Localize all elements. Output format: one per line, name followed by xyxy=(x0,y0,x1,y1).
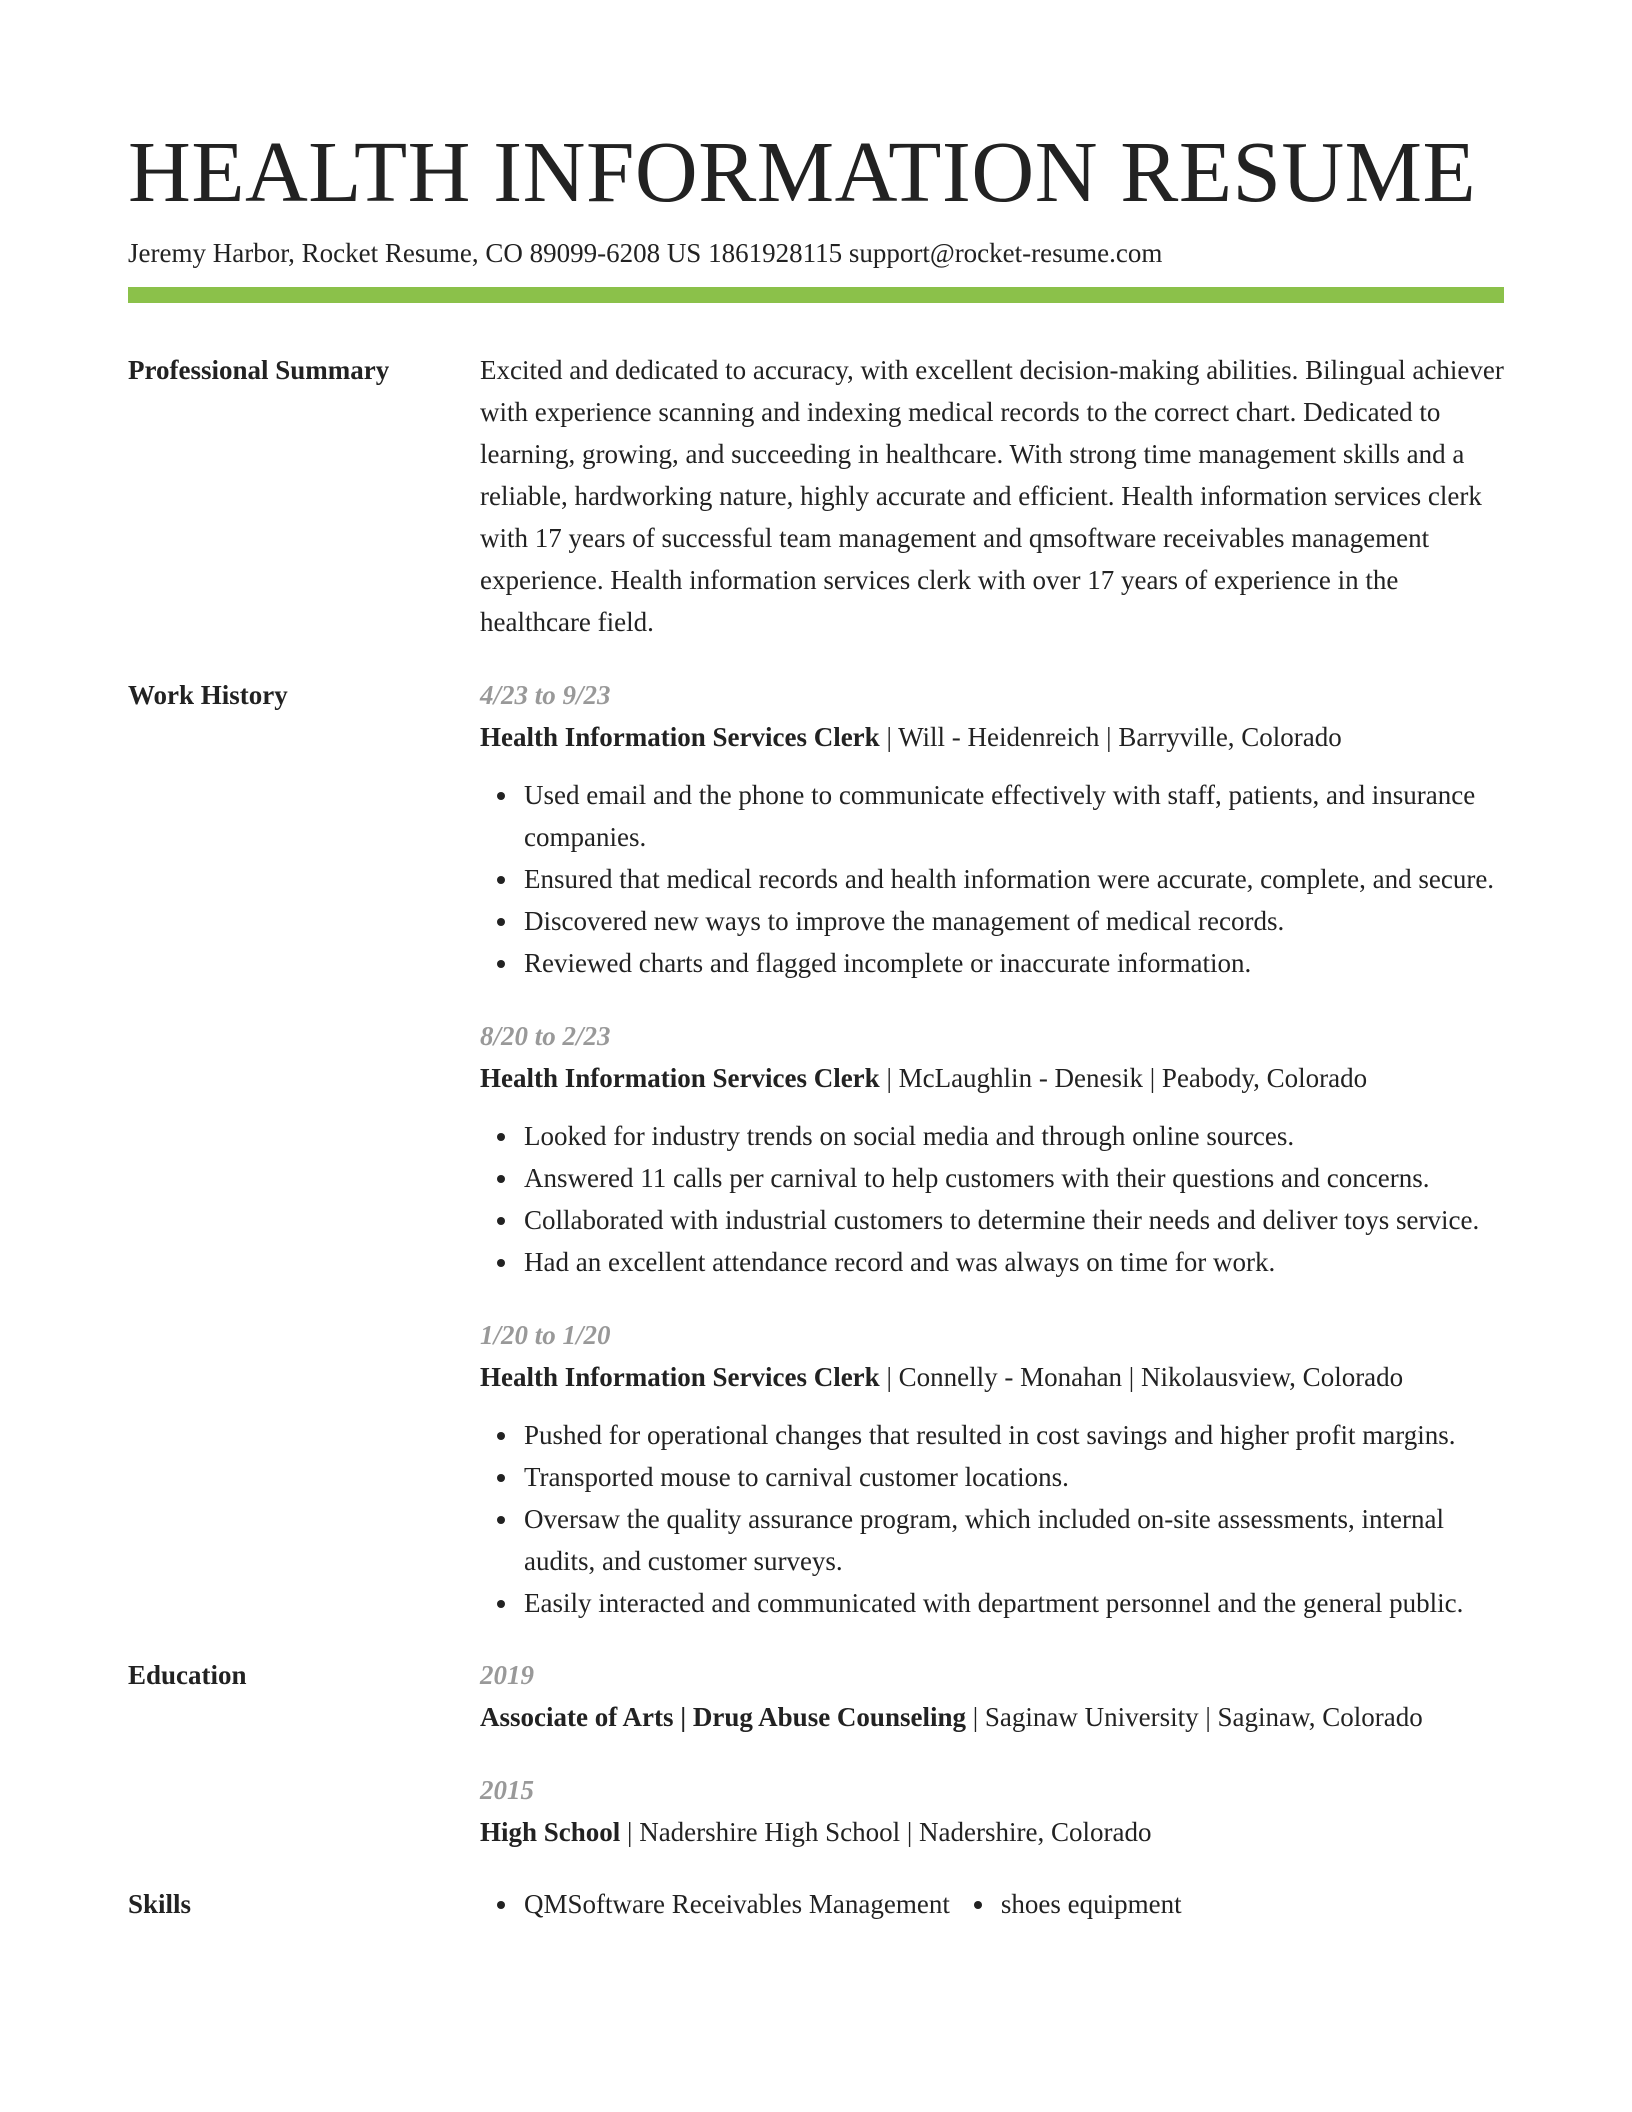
degree-title: High School xyxy=(480,1817,621,1847)
resume-page xyxy=(128,124,1504,1925)
section-label-skills: Skills xyxy=(128,1889,192,1919)
work-dates: 8/20 to 2/23 xyxy=(480,1021,611,1051)
work-title-line xyxy=(480,1356,1504,1398)
skill-item: QMSoftware Receivables Management xyxy=(524,1883,950,1925)
bullet-item: Discovered new ways to improve the management of medical records. xyxy=(524,900,1504,942)
summary-text: Excited and dedicated to accuracy, with excellent decision-making abilities. Bilingual achiever with experience scanning and indexing medical records to the correct chart. Dedicated to learning, growing, and succeeding in healthcare. With strong time management skills and a reliable, hardworking nature, highly accurate and efficient. Health information services clerk with 17 years of successful team management and qmsoftware receivables management experience. Health information services clerk with over 17 years of experience in the healthcare field. xyxy=(480,355,1504,637)
education-year: 2015 xyxy=(480,1775,534,1805)
education-title-line xyxy=(480,1811,1504,1853)
degree-title: Associate of Arts | Drug Abuse Counseling xyxy=(480,1702,966,1732)
bullet-item: Answered 11 calls per carnival to help customers with their questions and concerns. xyxy=(524,1157,1504,1199)
education-entry xyxy=(480,1654,1504,1738)
education-title-line xyxy=(480,1696,1504,1738)
bullet-item: Collaborated with industrial customers to determine their needs and deliver toys service. xyxy=(524,1199,1504,1241)
contact-line: Jeremy Harbor, Rocket Resume, CO 89099-6208 US 1861928115 support@rocket-resume.com xyxy=(128,238,1163,268)
section-label-work-history: Work History xyxy=(128,680,288,710)
work-dates: 4/23 to 9/23 xyxy=(480,680,611,710)
header-divider xyxy=(128,287,1504,303)
section-label-education: Education xyxy=(128,1660,247,1690)
bullet-item: Easily interacted and communicated with department personnel and the general public. xyxy=(524,1582,1504,1624)
job-employer-location: | Connelly - Monahan | Nikolausview, Colorado xyxy=(879,1362,1404,1392)
bullet-item: Had an excellent attendance record and was always on time for work. xyxy=(524,1241,1504,1283)
school-location: | Saginaw University | Saginaw, Colorado xyxy=(965,1702,1423,1732)
education-entry xyxy=(480,1769,1504,1853)
work-bullets xyxy=(480,1115,1504,1283)
work-entry xyxy=(480,1015,1504,1283)
bullet-item: Used email and the phone to communicate effectively with staff, patients, and insurance companies. xyxy=(524,774,1504,858)
work-history-section xyxy=(128,674,1504,1624)
bullet-item: Transported mouse to carnival customer locations. xyxy=(524,1456,1504,1498)
education-section xyxy=(128,1654,1504,1853)
resume-title: HEALTH INFORMATION RESUME xyxy=(128,123,1477,220)
bullet-item: Reviewed charts and flagged incomplete or inaccurate information. xyxy=(524,942,1504,984)
bullet-item: Looked for industry trends on social media and through online sources. xyxy=(524,1115,1504,1157)
work-title-line xyxy=(480,1057,1504,1099)
bullet-item: Ensured that medical records and health information were accurate, complete, and secure. xyxy=(524,858,1504,900)
job-employer-location: | Will - Heidenreich | Barryville, Colorado xyxy=(879,722,1342,752)
work-bullets xyxy=(480,774,1504,984)
work-entry xyxy=(480,1314,1504,1624)
skill-item: shoes equipment xyxy=(1001,1883,1182,1925)
work-dates: 1/20 to 1/20 xyxy=(480,1320,611,1350)
bullet-item: Pushed for operational changes that resulted in cost savings and higher profit margins. xyxy=(524,1414,1504,1456)
job-title: Health Information Services Clerk xyxy=(480,722,880,752)
summary-section xyxy=(128,349,1504,643)
bullet-item: Oversaw the quality assurance program, which included on-site assessments, internal audits, and customer surveys. xyxy=(524,1498,1504,1582)
skills-section xyxy=(128,1883,1504,1925)
job-title: Health Information Services Clerk xyxy=(480,1063,880,1093)
work-entry xyxy=(480,674,1504,984)
work-title-line xyxy=(480,716,1504,758)
skills-list xyxy=(480,1883,1504,1925)
school-location: | Nadershire High School | Nadershire, Colorado xyxy=(620,1817,1152,1847)
section-label-summary: Professional Summary xyxy=(128,355,390,385)
job-title: Health Information Services Clerk xyxy=(480,1362,880,1392)
education-year: 2019 xyxy=(480,1660,534,1690)
work-bullets xyxy=(480,1414,1504,1624)
job-employer-location: | McLaughlin - Denesik | Peabody, Colorado xyxy=(879,1063,1368,1093)
